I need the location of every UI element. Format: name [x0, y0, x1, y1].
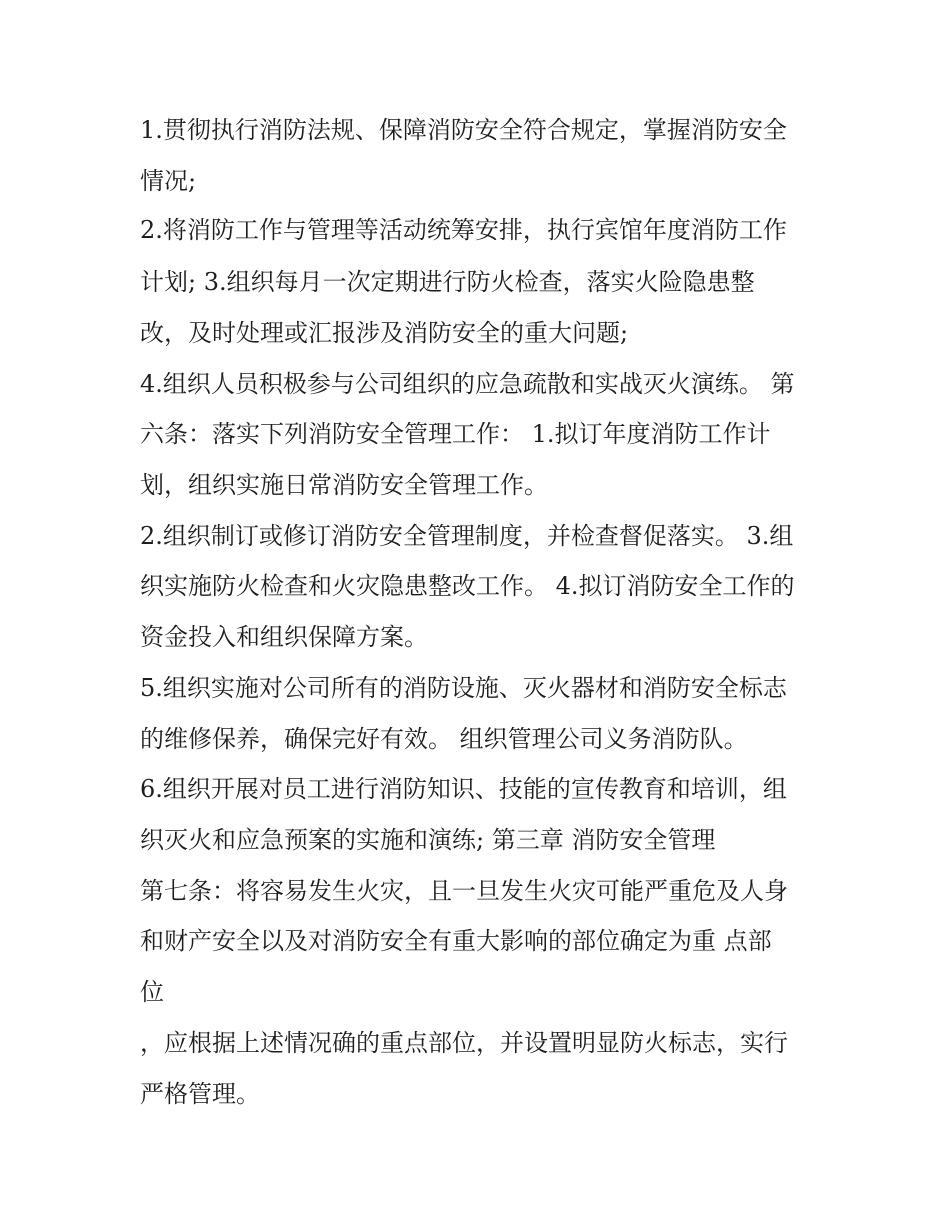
text-line: 资金投入和组织保障方案。: [140, 623, 428, 651]
text-line: 织灭火和应急预案的实施和演练; 第三章 消防安全管理: [140, 826, 716, 854]
text-line: 情况;: [140, 167, 197, 195]
text-line: 计划; 3.组织每月一次定期进行防火检查，落实火险隐患整: [140, 268, 755, 296]
text-line: 4.组织人员积极参与公司组织的应急疏散和实战灭火演练。 第: [140, 370, 795, 398]
text-line: 6.组织开展对员工进行消防知识、技能的宣传教育和培训，组: [140, 775, 787, 803]
text-line: ，应根据上述情况确的重点部位，并设置明显防火标志，实行: [140, 1029, 788, 1057]
text-line: 和财产安全以及对消防安全有重大影响的部位确定为重 点部: [140, 927, 772, 955]
text-line: 织实施防火检查和火灾隐患整改工作。 4.拟订消防安全工作的: [140, 572, 795, 600]
text-line: 的维修保养，确保完好有效。 组织管理公司义务消防队。: [140, 725, 748, 753]
text-line: 5.组织实施对公司所有的消防设施、灭火器材和消防安全标志: [140, 674, 787, 702]
text-line: 划，组织实施日常消防安全管理工作。: [140, 471, 548, 499]
text-line: 改，及时处理或汇报涉及消防安全的重大问题;: [140, 319, 629, 347]
text-line: 1.贯彻执行消防法规、保障消防安全符合规定，掌握消防安全: [140, 116, 787, 144]
text-line: 第七条：将容易发生火灾，且一旦发生火灾可能严重危及人身: [140, 877, 788, 905]
text-line: 2.组织制订或修订消防安全管理制度，并检查督促落实。 3.组: [140, 522, 794, 550]
text-line: 2.将消防工作与管理等活动统筹安排，执行宾馆年度消防工作: [140, 216, 787, 244]
text-line: 六条：落实下列消防安全管理工作： 1.拟订年度消防工作计: [140, 420, 771, 448]
text-line: 位: [140, 978, 164, 1006]
text-line: 严格管理。: [140, 1080, 260, 1108]
